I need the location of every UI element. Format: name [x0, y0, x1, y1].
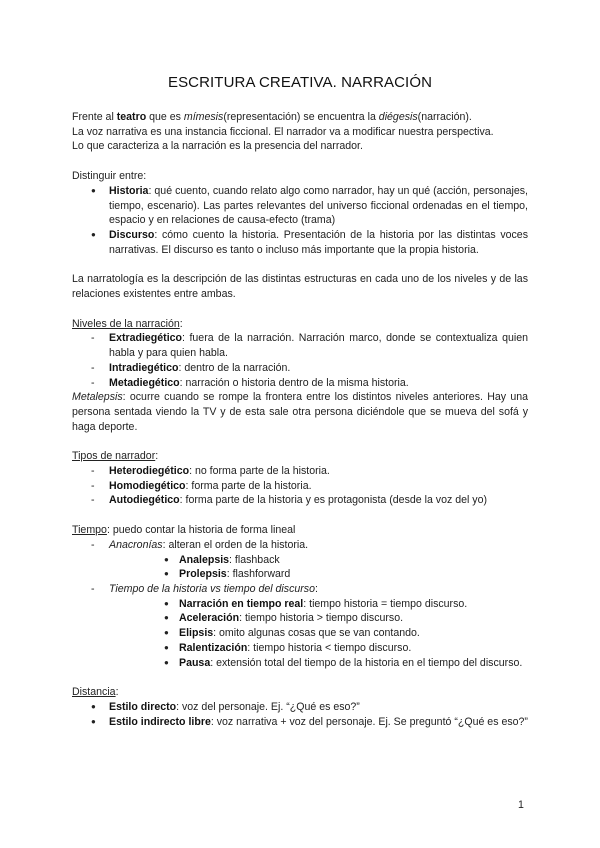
list-item: - Extradiegético: fuera de la narración. Narración marco, donde se contextualiza quien habla y para quien habla.	[72, 331, 528, 360]
distancia-list	[72, 700, 528, 729]
tiempo-vs-list	[109, 597, 528, 671]
list-item: ● Estilo directo: voz del personaje. Ej. “¿Qué es eso?”	[72, 700, 528, 715]
intro-line-1: Frente al teatro que es mímesis(representación) se encuentra la diégesis(narración).	[72, 111, 472, 123]
distancia-heading: Distancia:	[72, 686, 119, 699]
list-item: - Tiempo de la historia vs tiempo del discurso: ● Narración en tiempo real: tiempo historia = tiempo discurso. ● Aceleración: tiempo historia > tiempo discurso. ● Elipsis: omito algunas cosas que se van contando. ● Ralentización: tiempo historia < tiempo discurso. ● Pausa: extensión total del tiempo de la historia en el tiempo del discurso.	[72, 582, 528, 670]
tipos-heading: Tipos de narrador:	[72, 450, 159, 463]
niveles-list	[72, 331, 528, 390]
page-number: 1	[518, 799, 524, 811]
intro-line-2: La voz narrativa es una instancia ficcional. El narrador va a modificar nuestra perspectiva.	[72, 125, 494, 138]
narratologia-paragraph: La narratología es la descripción de las distintas estructuras en cada uno de los niveles y de las relaciones existentes entre ambas.	[72, 273, 528, 301]
list-item: ● Pausa: extensión total del tiempo de la historia en el tiempo del discurso.	[109, 656, 528, 671]
list-item: ● Discurso: cómo cuento la historia. Presentación de la historia por las distintas voces narrativas. El discurso es tanto o incluso más importante que la propia historia.	[72, 228, 528, 257]
distinguir-list	[72, 184, 528, 258]
distinguir-lead: Distinguir entre:	[72, 170, 147, 183]
tiempo-heading: Tiempo: puedo contar la historia de forma lineal	[72, 524, 296, 537]
list-item: ● Aceleración: tiempo historia > tiempo discurso.	[109, 611, 528, 626]
page-title: ESCRITURA CREATIVA. NARRACIÓN	[167, 74, 433, 91]
list-item: ● Elipsis: omito algunas cosas que se van contando.	[109, 626, 528, 641]
list-item: ● Ralentización: tiempo historia < tiempo discurso.	[109, 641, 528, 656]
list-item: ● Narración en tiempo real: tiempo historia = tiempo discurso.	[109, 597, 528, 612]
niveles-heading: Niveles de la narración:	[72, 317, 183, 330]
list-item: - Anacronías: alteran el orden de la historia. ● Analepsis: flashback ● Prolepsis: flashforward	[72, 538, 528, 582]
list-item: - Heterodiegético: no forma parte de la historia.	[72, 464, 528, 479]
tipos-list	[72, 464, 528, 508]
list-item: - Metadiegético: narración o historia dentro de la misma historia.	[72, 376, 528, 391]
list-item: ● Estilo indirecto libre: voz narrativa + voz del personaje. Ej. Se preguntó “¿Qué es eso?”	[72, 715, 528, 730]
metalepsis-paragraph: Metalepsis: ocurre cuando se rompe la frontera entre los distintos niveles anteriores. Hay una persona sentada viendo la TV y de esta sale otra persona diciéndole que se mueva del sofá y haga deporte.	[72, 391, 528, 433]
anacronias-list	[109, 553, 528, 582]
list-item: ● Prolepsis: flashforward	[109, 567, 528, 582]
list-item: - Autodiegético: forma parte de la historia y es protagonista (desde la voz del yo)	[72, 493, 528, 508]
list-item: ● Analepsis: flashback	[109, 553, 528, 568]
list-item: ● Historia: qué cuento, cuando relato algo como narrador, hay un qué (acción, personajes, tiempo, escenario). Las partes relevantes del universo ficcional ordenadas en el tiempo, espacio y en relaciones de causa-efecto (trama)	[72, 184, 528, 228]
list-item: - Intradiegético: dentro de la narración.	[72, 361, 528, 376]
tiempo-list	[72, 538, 528, 670]
intro-line-3: Lo que caracteriza a la narración es la presencia del narrador.	[72, 140, 363, 153]
list-item: - Homodiegético: forma parte de la historia.	[72, 479, 528, 494]
